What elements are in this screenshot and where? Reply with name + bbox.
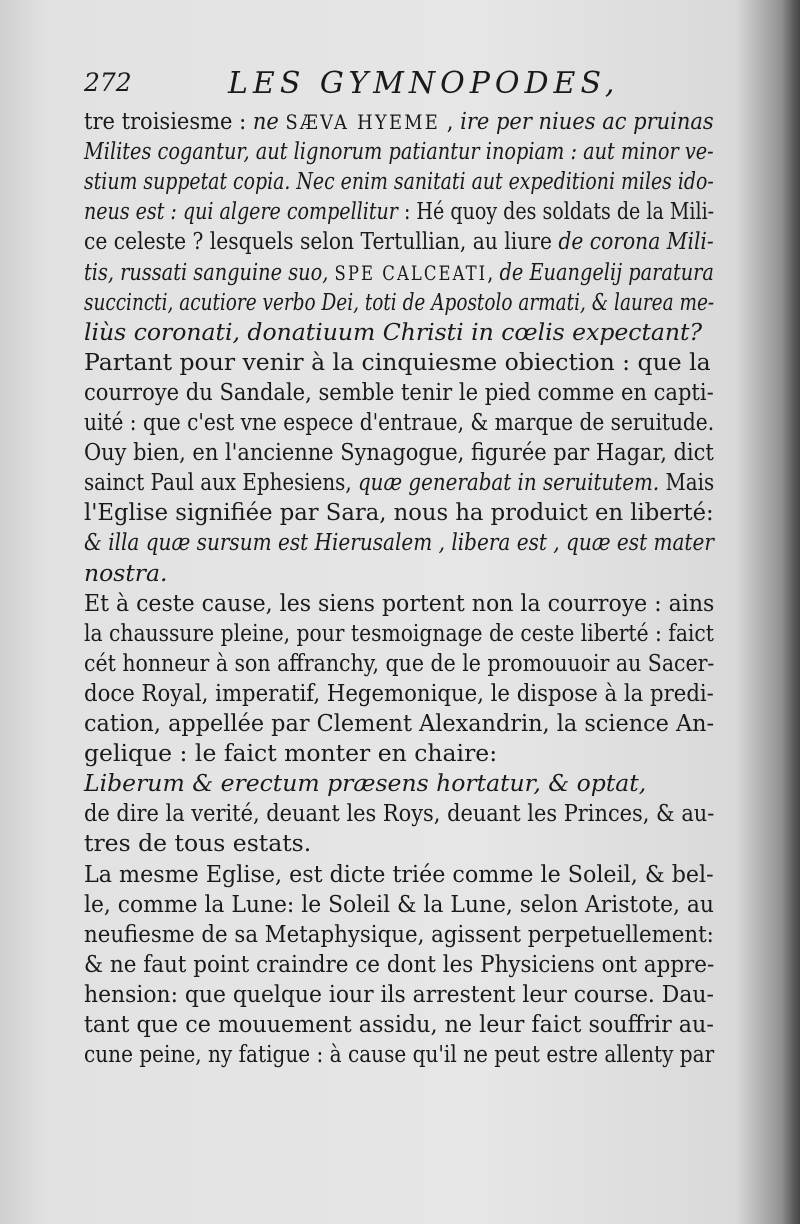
text-segment: cét honneur à son affranchy, que de le promouuoir au Sacer- (84, 648, 715, 677)
text-line (84, 106, 714, 136)
text-line (84, 377, 714, 407)
text-segment: tre troisiesme : (84, 107, 253, 135)
text-segment: Liberum & erectum præsens hortatur, & optat, (84, 769, 647, 798)
text-segment: hension: que quelque iour ils arrestent leur course. Dau- (84, 979, 714, 1008)
text-segment: ce celeste ? lesquels selon Tertullian, au liure (84, 227, 559, 256)
text-line (84, 798, 714, 828)
text-segment: Ouy bien, en l'ancienne Synagogue, figurée par Hagar, dict (84, 438, 714, 467)
text-segment: , (440, 107, 461, 135)
text-segment: gelique : le faict monter en chaire: (84, 739, 498, 768)
text-segment: de Euangelij paratura (499, 257, 714, 286)
text-segment: ne (252, 107, 286, 135)
text-line (84, 226, 714, 256)
text-segment: tis, russati sanguine suo, (84, 257, 335, 286)
text-line (84, 618, 714, 648)
text-segment: Partant pour venir à la cinquiesme obiection : que la (84, 347, 711, 376)
text-segment: l'Eglise signifiée par Sara, nous ha produict en liberté: (84, 498, 714, 527)
text-segment: Et à ceste cause, les siens portent non la courroye : ains (84, 588, 715, 617)
text-line (84, 678, 714, 708)
page-gutter-shadow (782, 0, 800, 1224)
text-line (84, 317, 702, 347)
text-segment: liùs coronati, donatiuum Christi in cœlis expectant? (84, 317, 703, 346)
text-segment: sainct Paul aux Ephesiens, (84, 468, 358, 497)
text-line (84, 708, 714, 738)
text-segment: uité : que c'est vne espece d'entraue, & marque de seruitude. (84, 408, 715, 436)
text-line (84, 407, 714, 437)
text-segment: SPE CALCEATI (334, 260, 488, 285)
text-segment: La mesme Eglise, est dicte triée comme le Soleil, & bel- (84, 859, 714, 888)
text-line (84, 527, 714, 557)
text-segment: , (487, 257, 500, 286)
text-segment: tres de tous estats. (84, 829, 312, 858)
text-segment: la chaussure pleine, pour tesmoignage de ceste liberté : faict (84, 618, 714, 647)
text-segment: SÆVA HYEME (285, 110, 441, 134)
text-segment: succincti, acutiore verbo Dei, toti de Apostolo armati, & laurea me- (84, 287, 715, 316)
text-segment: cune peine, ny fatigue : à cause qu'il ne peut estre allenty par (84, 1040, 715, 1069)
text-segment: Mais (659, 468, 715, 497)
text-segment: de corona Mili- (558, 227, 714, 256)
text-line (84, 136, 714, 166)
text-segment: tant que ce mouuement assidu, ne leur faict souffrir au- (84, 1010, 714, 1038)
text-line (84, 497, 714, 527)
text-line (84, 828, 311, 858)
text-line (84, 919, 714, 949)
text-segment: quæ generabat in seruitutem. (357, 468, 660, 497)
text-line (84, 196, 714, 226)
text-segment: courroye du Sandale, semble tenir le pied comme en capti- (84, 377, 714, 406)
text-line (84, 859, 714, 889)
text-line (84, 467, 714, 497)
text-line (84, 949, 714, 979)
text-line (84, 648, 714, 678)
text-line (84, 738, 497, 768)
text-segment: neus est : qui algere compellitur (84, 197, 398, 226)
text-line (84, 558, 168, 588)
text-segment: : Hé quoy des soldats de la Mili- (397, 197, 715, 226)
text-segment: & ne faut point craindre ce dont les Physiciens ont appre- (84, 949, 715, 978)
text-segment: & illa quæ sursum est Hierusalem , libera est , quæ est mater (84, 528, 714, 557)
text-line (84, 1039, 714, 1069)
text-line (84, 257, 714, 287)
text-segment: doce Royal, imperatif, Hegemonique, le dispose à la predi- (84, 678, 714, 707)
text-line (84, 1009, 714, 1039)
text-line (84, 437, 714, 467)
text-segment: ire per niues ac pruinas (460, 107, 714, 135)
text-line (84, 287, 714, 317)
page-number: 272 (84, 68, 132, 97)
text-line (84, 347, 711, 377)
page-header (84, 66, 624, 106)
text-segment: le, comme la Lune: le Soleil & la Lune, selon Aristote, au (84, 889, 715, 918)
text-line (84, 889, 714, 919)
text-segment: nostra. (84, 558, 168, 587)
text-line (84, 768, 646, 798)
running-title: LES GYMNOPODES, (228, 66, 620, 101)
text-segment: neufiesme de sa Metaphysique, agissent perpetuellement: (84, 919, 714, 948)
text-segment: stium suppetat copia. Nec enim sanitati aut expeditioni miles ido- (84, 167, 714, 196)
text-segment: cation, appellée par Clement Alexandrin, la science An- (84, 709, 715, 737)
text-line (84, 588, 714, 618)
text-segment: de dire la verité, deuant les Roys, deuant les Princes, & au- (84, 799, 715, 828)
text-line (84, 166, 714, 196)
text-segment: Milites cogantur, aut lignorum patiantur inopiam : aut minor ve- (84, 137, 714, 166)
text-line (84, 979, 714, 1009)
